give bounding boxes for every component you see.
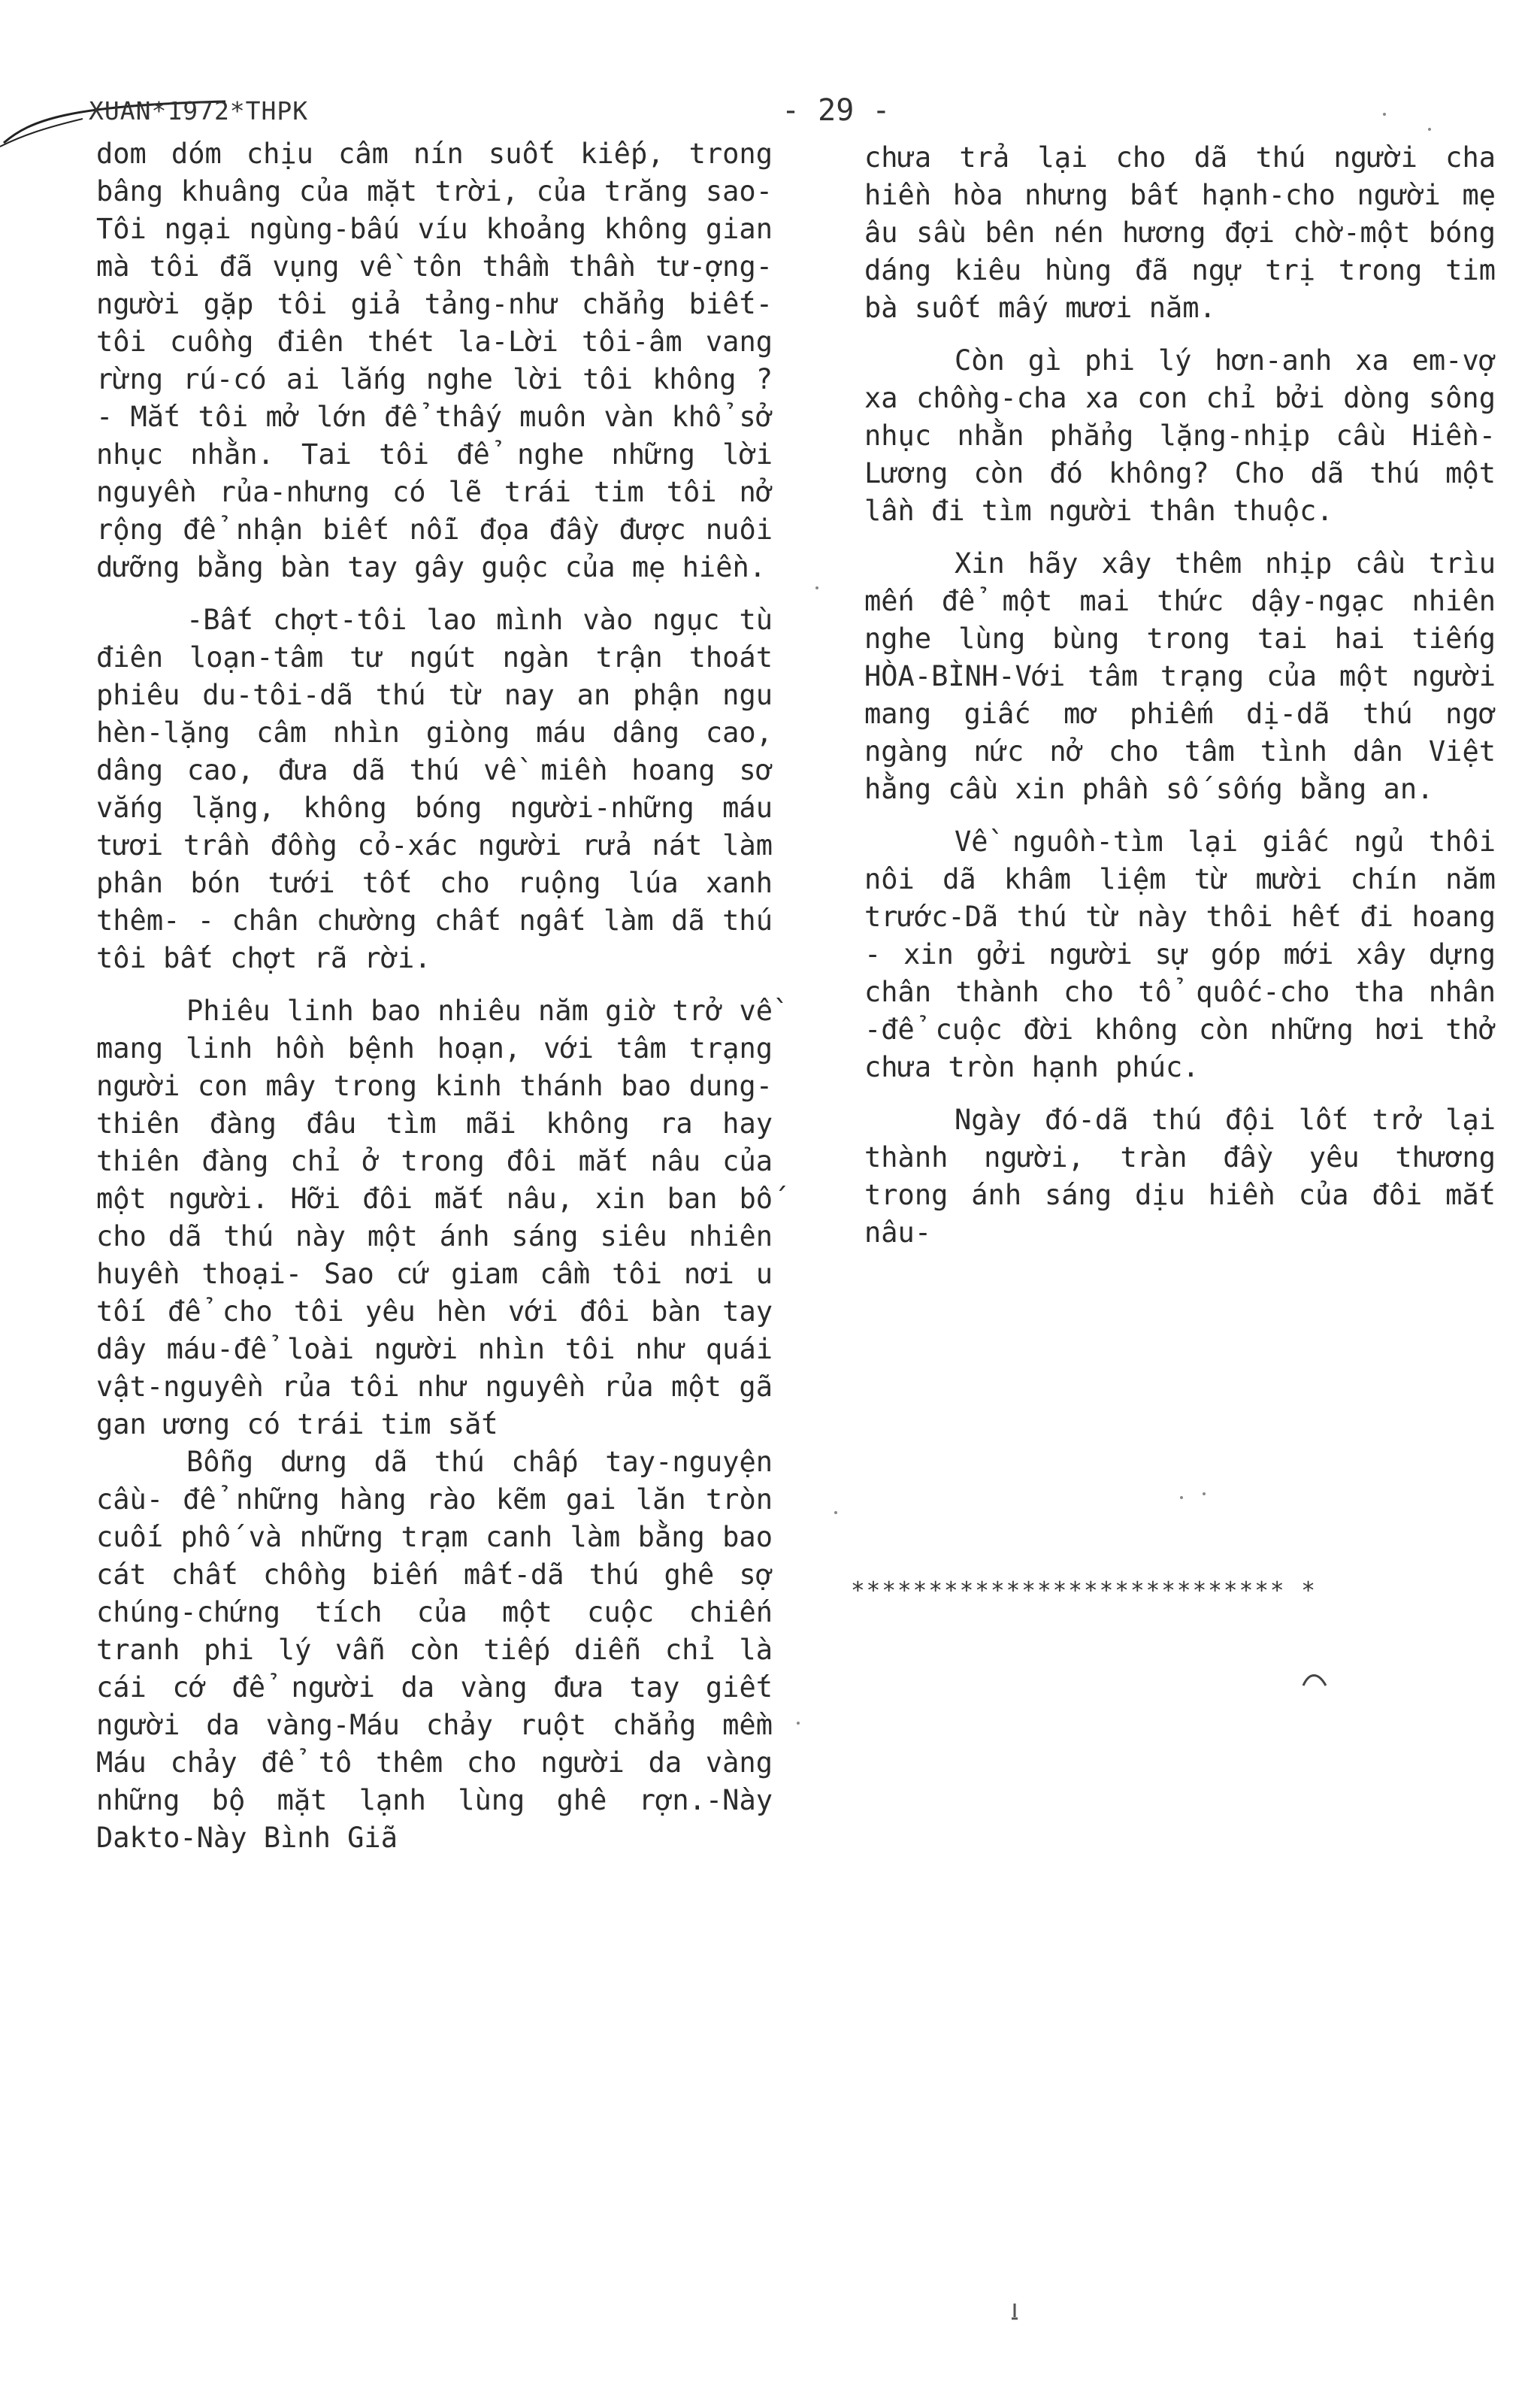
page-number: - 29 -	[782, 93, 891, 128]
right-paragraph-5: Ngày đó-dã thú đội lốt trở lại thành người, tràn đầy yêu thương trong ánh sáng dịu hiền của đôi mắt nâu-	[864, 1104, 1513, 1249]
header-curve-mark	[0, 0, 241, 150]
right-paragraph-3: Xin hãy xây thêm nhịp cầu trìu mến để một mai thức dậy-ngạc nhiên nghe lùng bùng trong tai hai tiếng HÒA-BÌNH-Với tâm trạng của một người mang giấc mơ phiếm dị-dã thú ngơ ngàng nức nở cho tâm tình dân Việt hằng cầu xin phần số sống bằng an.	[864, 547, 1513, 805]
left-paragraph-1: dom dóm chịu câm nín suốt kiếp, trong bâng khuâng của mặt trời, của trăng sao-Tôi ngại ngùng-bấu víu khoảng không gian mà tôi đã vụng về tôn thầm thần tư-ợng-người gặp tôi giả tảng-như chẳng biết-tôi cuồng điên thét la-Lời tôi-âm vang rừng rú-có ai lắng nghe lời tôi không ? - Mắt tôi mở lớn để thấy muôn vàn khổ sở nhục nhằn. Tai tôi để nghe những lời nguyền rủa-nhưng có lẽ trái tim tôi nở rộng để nhận biết nỗi đọa đầy được nuôi dưỡng bằng bàn tay gây guộc của mẹ hiền.	[96, 138, 790, 583]
scan-speck	[834, 1511, 837, 1514]
left-paragraph-2: -Bất chợt-tôi lao mình vào ngục tù điên loạn-tâm tư ngút ngàn trận thoát phiêu du-tôi-dã thú từ nay an phận ngu hèn-lặng câm nhìn giòng máu dâng cao, dâng cao, đưa dã thú về miền hoang sơ vắng lặng, không bóng người-những máu tươi trần đồng cỏ-xác người rửa nát làm phân bón tưới tốt cho ruộng lúa xanh thêm- - chân chường chất ngất làm dã thú tôi bất chợt rã rời.	[96, 604, 790, 974]
left-paragraph-3: Phiêu linh bao nhiêu năm giờ trở về mang linh hồn bệnh hoạn, với tâm trạng người con mây trong kinh thánh bao dung-thiên đàng đâu tìm mãi không ra hay thiên đàng chỉ ở trong đôi mắt nâu của một người. Hỡi đôi mắt nâu, xin ban bố cho dã thú này một ánh sáng siêu nhiên huyền thoại- Sao cứ giam cầm tôi nơi u tối để cho tôi yêu hèn với đôi bàn tay dây máu-để loài người nhìn tôi như quái vật-nguyền rủa tôi như nguyền rủa một gã gan ương có trái tim sắt	[96, 995, 790, 1440]
stray-mark	[1300, 1667, 1330, 1690]
scan-speck	[1383, 113, 1386, 116]
header-publication: XUAN*1972*THPK	[89, 96, 309, 126]
scan-speck	[797, 1722, 800, 1725]
right-paragraph-2: Còn gì phi lý hơn-anh xa em-vợ xa chồng-cha xa con chỉ bởi dòng sông nhục nhằn phẳng lặng-nhịp cầu Hiền-Lương còn đó không? Cho dã thú một lần đi tìm người thân thuộc.	[864, 344, 1513, 527]
stray-mark-bottom	[1007, 2301, 1022, 2323]
scan-speck	[1203, 1492, 1206, 1495]
scan-speck	[815, 586, 818, 589]
scan-speck	[1180, 1496, 1183, 1499]
section-divider-stars: **************************** *	[851, 1577, 1317, 1604]
right-column	[864, 139, 1513, 1252]
right-paragraph-4: Về nguồn-tìm lại giấc ngủ thôi nôi dã khâm liệm từ mười chín năm trước-Dã thú từ này thôi hết đi hoang - xin gởi người sự góp mới xây dựng chân thành cho tổ quốc-cho tha nhân -để cuộc đời không còn những hơi thở chưa tròn hạnh phúc.	[864, 825, 1513, 1083]
right-paragraph-1: chưa trả lại cho dã thú người cha hiền hòa nhưng bất hạnh-cho người mẹ âu sầu bên nén hương đợi chờ-một bóng dáng kiêu hùng đã ngự trị trong tim bà suốt mấy mươi năm.	[864, 141, 1513, 324]
left-paragraph-4: Bỗng dưng dã thú chấp tay-nguyện cầu- để những hàng rào kẽm gai lăn tròn cuối phố và những trạm canh làm bằng bao cát chất chồng biến mất-dã thú ghê sợ chúng-chứng tích của một cuộc chiến tranh phi lý vẫn còn tiếp diễn chỉ là cái cớ để người da vàng đưa tay giết người da vàng-Máu chảy ruột chẳng mềm Máu chảy để tô thêm cho người da vàng những bộ mặt lạnh lùng ghê rợn.-Này Dakto-Này Bình Giã	[96, 1446, 790, 1854]
scan-speck	[1428, 128, 1431, 131]
left-column	[96, 135, 790, 1857]
